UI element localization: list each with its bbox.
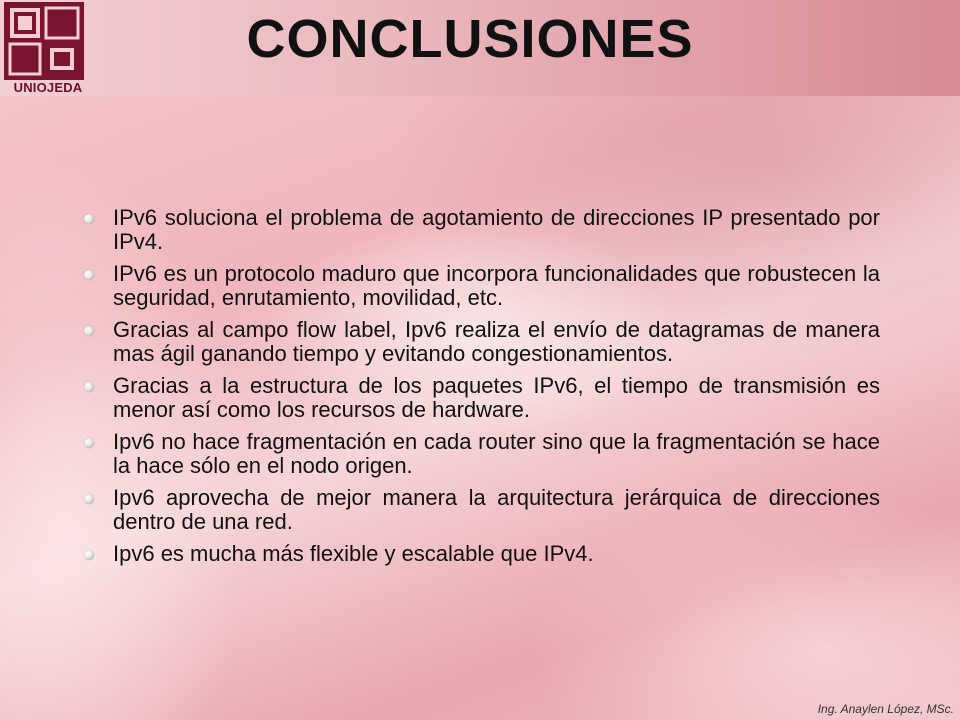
list-item [80,374,880,422]
list-item [80,542,880,566]
conclusions-list [80,206,880,566]
slide-content [80,206,880,574]
list-item-text: Gracias a la estructura de los paquetes IPv6, el tiempo de transmisión es menor así como los recursos de hardware. [113,373,880,422]
uniojeda-logo-mark [4,2,84,80]
list-item [80,206,880,254]
list-item [80,486,880,534]
bullet-dot-icon [84,382,94,392]
list-item [80,318,880,366]
list-item [80,430,880,478]
bullet-dot-icon [84,270,94,280]
slide-title: CONCLUSIONES [246,9,694,69]
author-footer: Ing. Anaylen López, MSc. [817,702,954,716]
list-item [80,262,880,310]
list-item-text: IPv6 es un protocolo maduro que incorpora funcionalidades que robustecen la seguridad, enrutamiento, movilidad, etc. [113,261,880,310]
uniojeda-logo [4,2,84,94]
list-item-text: Ipv6 no hace fragmentación en cada router sino que la fragmentación se hace la hace sólo en el nodo origen. [113,429,880,478]
list-item-text: Gracias al campo flow label, Ipv6 realiza el envío de datagramas de manera mas ágil ganando tiempo y evitando congestionamientos. [113,317,880,366]
bullet-dot-icon [84,438,94,448]
bullet-dot-icon [84,550,94,560]
list-item-text: IPv6 soluciona el problema de agotamiento de direcciones IP presentado por IPv4. [113,205,880,254]
bullet-dot-icon [84,214,94,224]
bullet-dot-icon [84,326,94,336]
list-item-text: Ipv6 es mucha más flexible y escalable que IPv4. [113,541,594,566]
logo-text: UNIOJEDA [13,80,83,95]
bullet-dot-icon [84,494,94,504]
list-item-text: Ipv6 aprovecha de mejor manera la arquitectura jerárquica de direcciones dentro de una red. [113,485,880,534]
